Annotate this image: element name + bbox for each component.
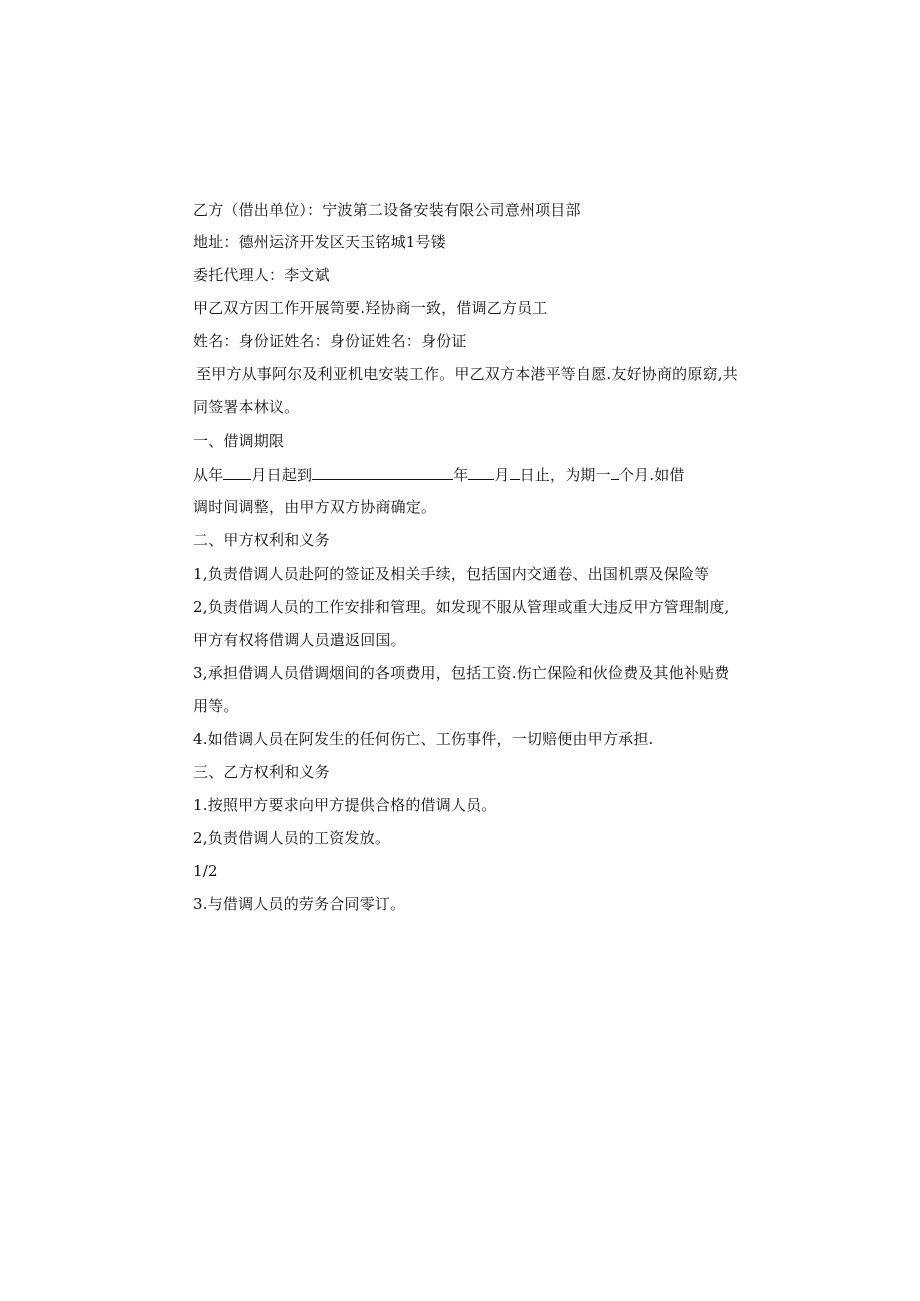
- period-line-2: 调时间调整，由甲方双方协商确定。: [193, 498, 437, 516]
- section-3-item-3: 3.与借调人员的劳务合同零订。: [193, 895, 406, 913]
- blank-month-start: [223, 464, 251, 480]
- section-3-heading: 三、乙方权利和义务: [193, 763, 330, 781]
- section-2-item-1: 1,负责借调人员赴阿的签证及相关手续，包括国内交通卷、出国机票及保险等: [193, 565, 710, 583]
- blank-date-end: [312, 464, 453, 480]
- section-3-item-1: 1.按照甲方要求向甲方提供合格的借调人员。: [193, 796, 497, 814]
- blank-month-end: [468, 464, 494, 480]
- section-2-item-4: 4.如借调人员在阿发生的任何伤亡、工伤事件，一切赔便由甲方承担.: [193, 730, 654, 748]
- blank-day-end: [510, 464, 520, 480]
- id-line: 姓名：身份证姓名：身份证姓名：身份证: [193, 332, 467, 350]
- period-text-f: 个月.如借: [618, 466, 685, 484]
- section-2-item-2-line-2: 甲方有权将借调人员遣返回国。: [193, 631, 406, 649]
- party-b-line: 乙方（借出单位）：宁波第二设备安装有限公司意州项目部: [193, 201, 581, 219]
- section-2-item-3-line-1: 3,承担借调人员借调烟间的各项费用，包括工资.伤亡保险和伙俭费及其他补贴费: [193, 664, 730, 682]
- section-2-item-2-line-1: 2,负责借调人员的工作安排和管理。如发现不服从管理或重大违反甲方管理制度,: [193, 598, 730, 616]
- purpose-line-1: 至甲方从事阿尔及利亚机电安装工作。甲乙双方本港平等自愿.友好协商的原窈,共: [196, 365, 738, 383]
- intro-line: 甲乙双方因工作开展笥要.羟协商一致，借调乙方员工: [193, 299, 548, 317]
- period-text-a: 从年: [193, 466, 224, 484]
- period-text-c: 年: [453, 466, 469, 484]
- section-1-heading: 一、借调期限: [193, 432, 285, 450]
- purpose-line-2: 同签署本林议。: [193, 398, 300, 416]
- section-2-item-3-line-2: 用等。: [193, 697, 239, 715]
- period-text-d: 月: [494, 466, 510, 484]
- section-2-heading: 二、甲方权利和义务: [193, 531, 330, 549]
- address-line: 地址：德州运济开发区天玉铭城1号镂: [193, 233, 446, 251]
- agent-line: 委托代理人：李文斌: [193, 266, 330, 284]
- page-number: 1/2: [193, 862, 218, 880]
- section-3-item-2: 2,负责借调人员的工资发放。: [193, 829, 391, 847]
- period-line-1: [193, 464, 685, 485]
- blank-months: [611, 464, 619, 480]
- period-text-b: 月日起到: [251, 466, 313, 484]
- period-text-e: 日止，为期一: [519, 466, 611, 484]
